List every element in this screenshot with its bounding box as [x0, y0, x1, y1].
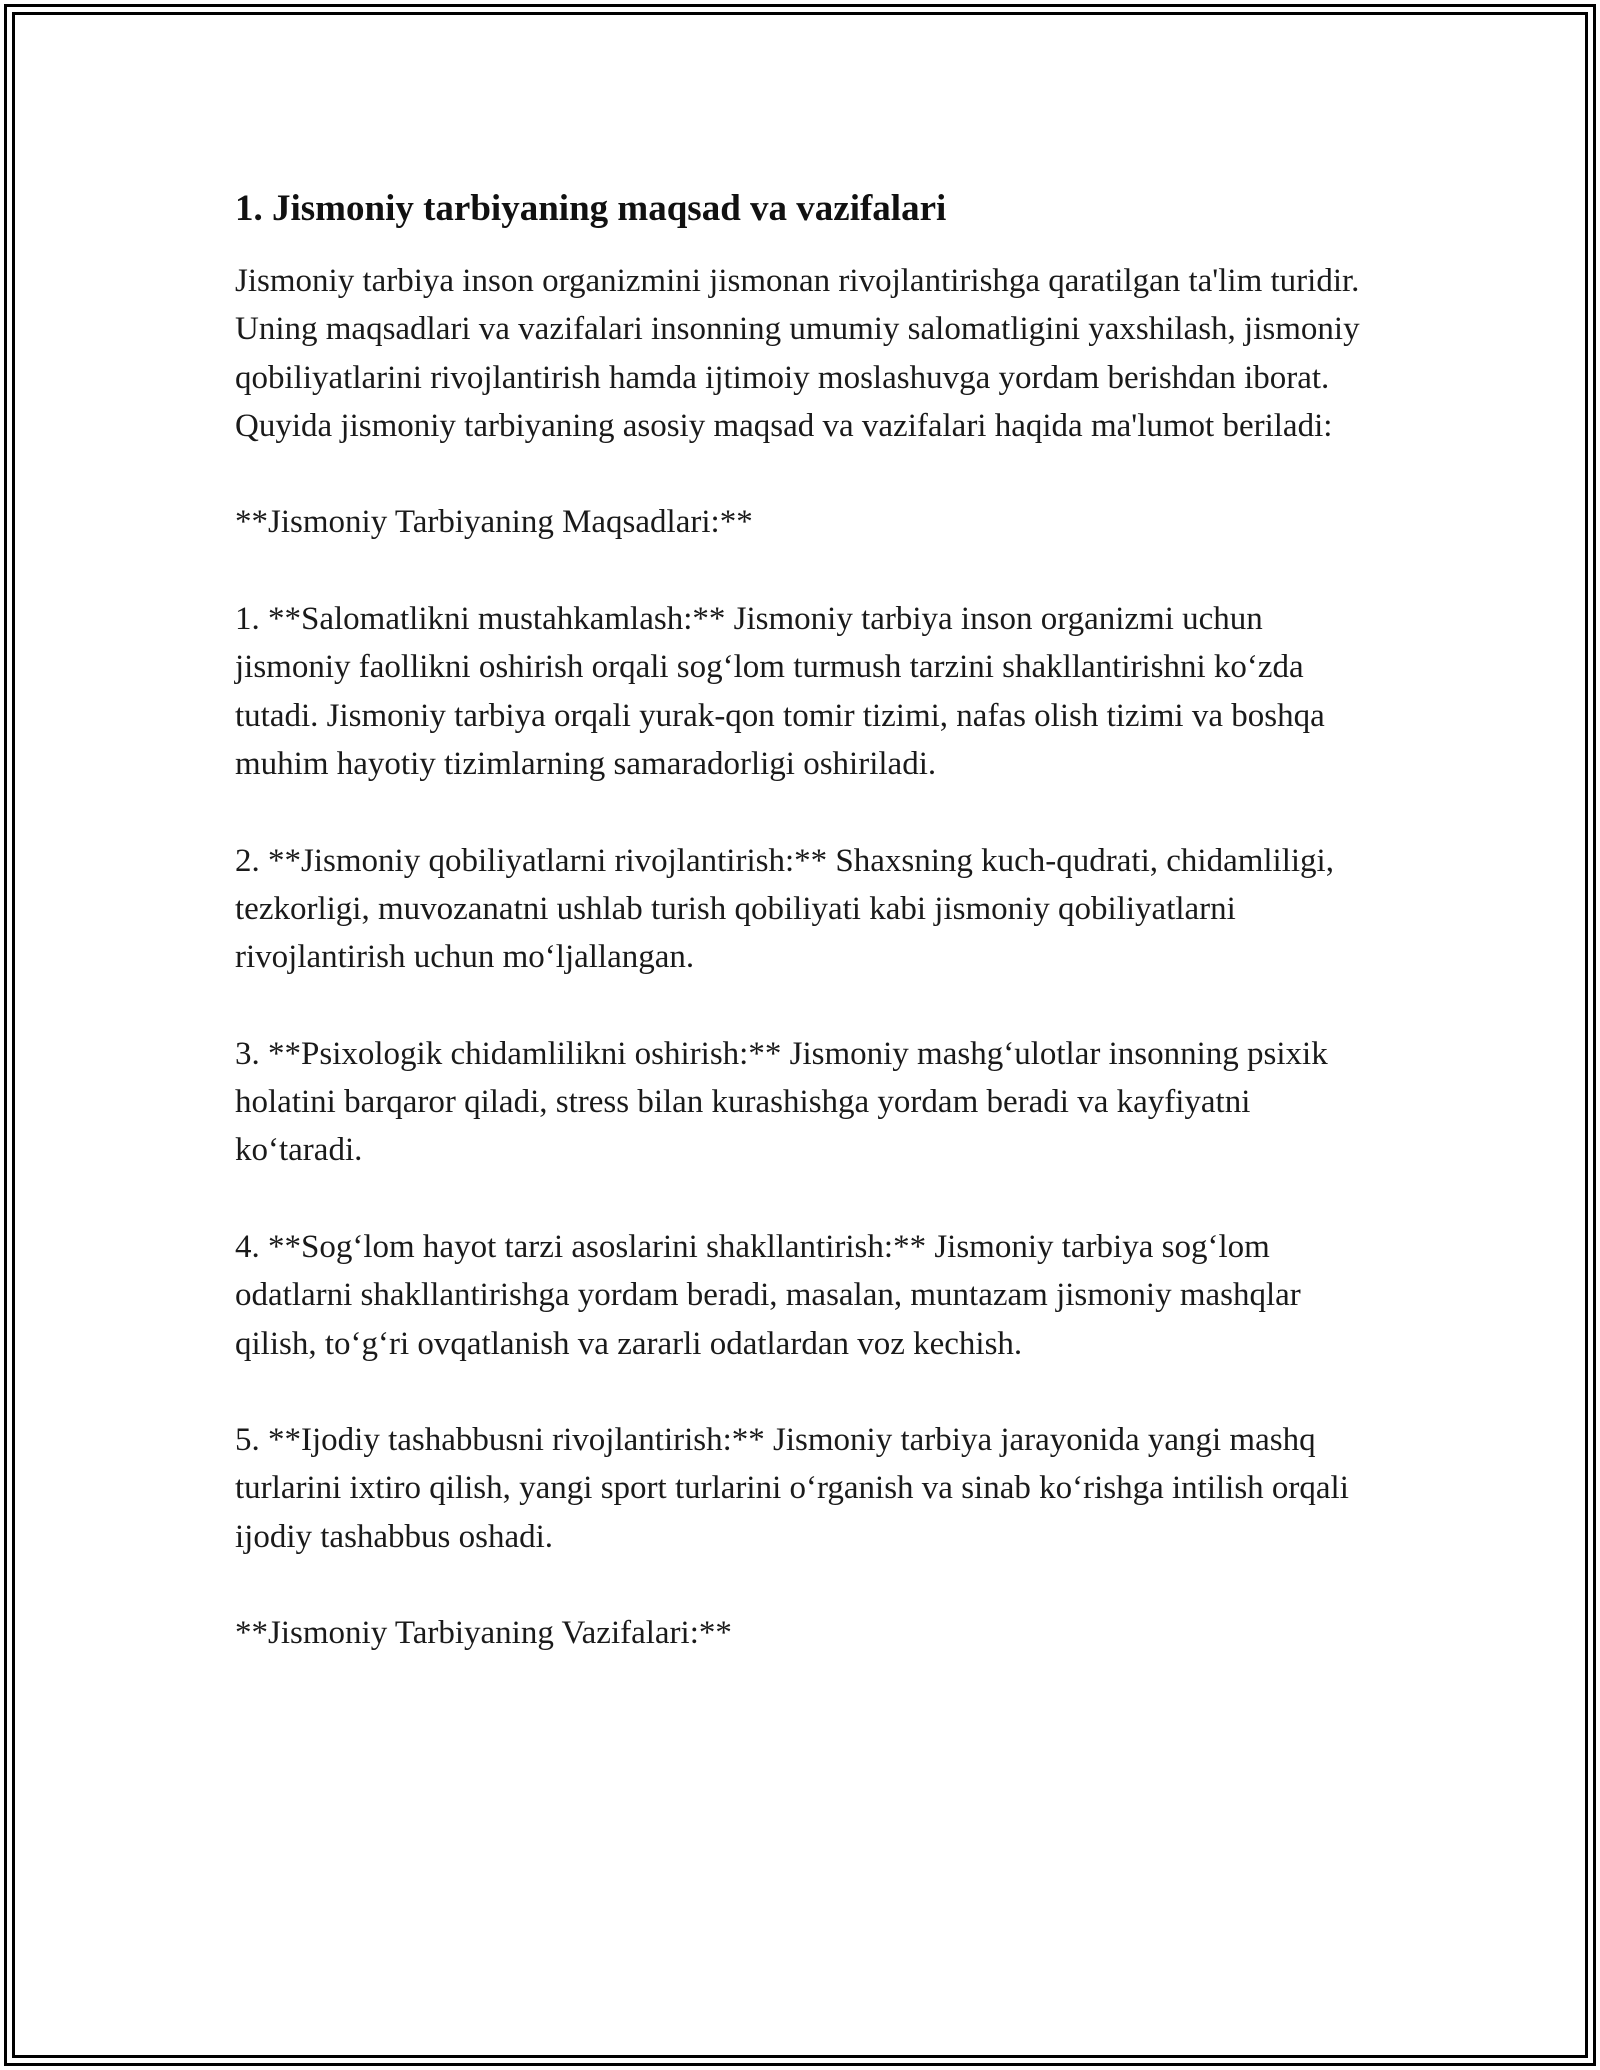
tasks-heading: **Jismoniy Tarbiyaning Vazifalari:** [235, 1615, 732, 1652]
goal-item-3: 3. **Psixologik chidamlilikni oshirish:** Jismoniy mashg‘ulotlar insonning psixik holatini barqaror qiladi, stress bilan kurashishga yordam beradi va kayfiyatni ko‘taradi. [235, 1035, 1328, 1169]
intro-paragraph: Jismoniy tarbiya inson organizmini jismonan rivojlantirishga qaratilgan ta'lim turidir. Uning maqsadlari va vazifalari insonning umumiy salomatligini yaxshilash, jismoniy qobiliyatlarini rivojlantirish hamda ijtimoiy moslashuvga yordam berishdan iborat. Quyida jismoniy tarbiyaning asosiy maqsad va vazifalari haqida ma'lumot beriladi: [235, 263, 1360, 444]
goal-item-5: 5. **Ijodiy tashabbusni rivojlantirish:** Jismoniy tarbiya jarayonida yangi mashq turlarini ixtiro qilish, yangi sport turlarini o‘rganish va sinab ko‘rishga intilish orqali ijodiy tashabbus oshadi. [235, 1422, 1349, 1555]
goal-item-2: 2. **Jismoniy qobiliyatlarni rivojlantirish:** Shaxsning kuch-qudrati, chidamliligi, tezkorligi, muvozanatni ushlab turish qobiliyati kabi jismoniy qobiliyatlarni rivojlantirish uchun mo‘ljallangan. [235, 842, 1334, 976]
document-body [235, 185, 1365, 1706]
goal-item-1: 1. **Salomatlikni mustahkamlash:** Jismoniy tarbiya inson organizmi uchun jismoniy faollikni oshirish orqali sog‘lom turmush tarzini shakllantirishni ko‘zda tutadi. Jismoniy tarbiya orqali yurak-qon tomir tizimi, nafas olish tizimi va boshqa muhim hayotiy tizimlarning samaradorligi oshiriladi. [235, 601, 1325, 782]
goals-heading: **Jismoniy Tarbiyaning Maqsadlari:** [235, 504, 753, 541]
document-title: 1. Jismoniy tarbiyaning maqsad va vazifalari [235, 188, 947, 229]
goal-item-4: 4. **Sog‘lom hayot tarzi asoslarini shakllantirish:** Jismoniy tarbiya sog‘lom odatlarni shakllantirishga yordam beradi, masalan, muntazam jismoniy mashqlar qilish, to‘g‘ri ovqatlanish va zararli odatlardan voz kechish. [235, 1228, 1301, 1362]
